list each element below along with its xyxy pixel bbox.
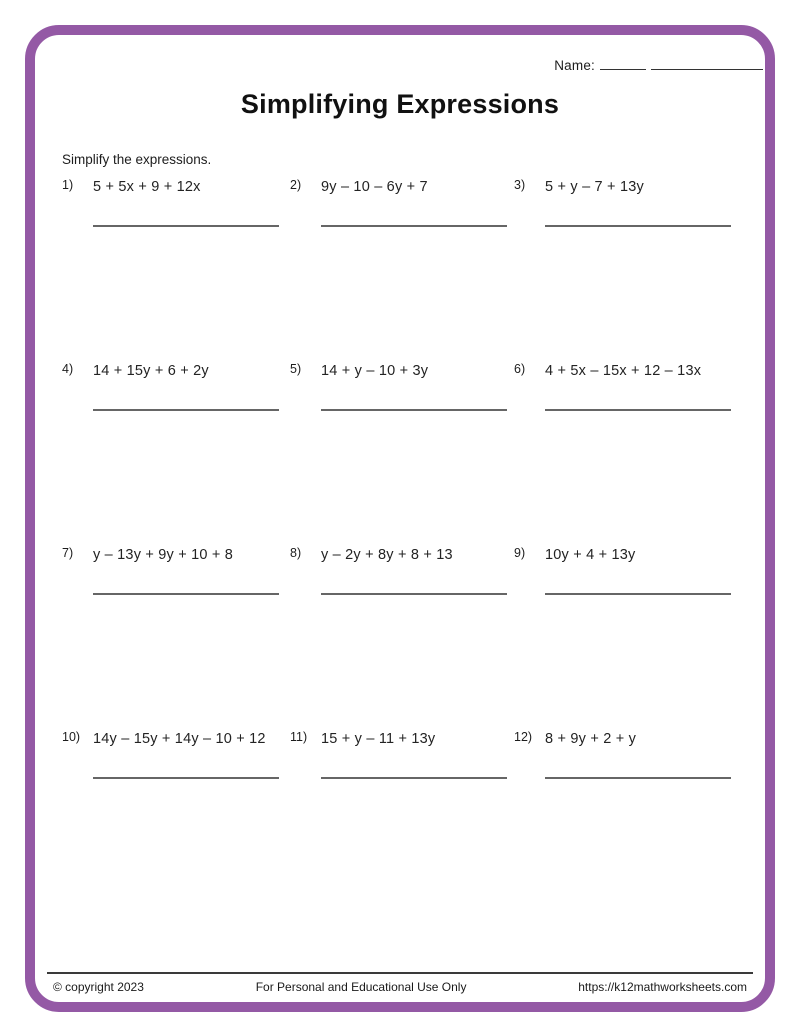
problem-expression: 8 + 9y + 2 + y (545, 731, 637, 747)
answer-line[interactable] (545, 777, 731, 779)
footer-copyright: © copyright 2023 (53, 980, 144, 994)
problem-12 (514, 731, 765, 915)
name-row (35, 57, 765, 73)
problem-number: 5) (290, 362, 302, 376)
name-blank-line[interactable] (651, 57, 763, 70)
answer-line[interactable] (321, 593, 507, 595)
problem-number: 4) (62, 362, 74, 376)
problem-number: 6) (514, 362, 526, 376)
problem-4 (62, 363, 290, 547)
problem-expression: 14 + 15y + 6 + 2y (93, 363, 209, 379)
page-title: Simplifying Expressions (240, 89, 560, 119)
problem-statement (62, 179, 290, 195)
problem-expression: 15 + y – 11 + 13y (321, 731, 436, 747)
problem-1 (62, 179, 290, 363)
problem-number: 10) (62, 730, 81, 744)
problem-number: 7) (62, 546, 74, 560)
problem-statement (290, 363, 514, 379)
problem-3 (514, 179, 765, 363)
answer-line[interactable] (93, 409, 279, 411)
problem-9 (514, 547, 765, 731)
problem-statement (62, 547, 290, 563)
problem-statement (514, 179, 765, 195)
instruction-text: Simplify the expressions. (62, 152, 212, 167)
problem-statement (514, 731, 765, 747)
answer-line[interactable] (545, 409, 731, 411)
answer-line[interactable] (321, 409, 507, 411)
problem-8 (290, 547, 514, 731)
problem-number: 3) (514, 178, 526, 192)
problem-number: 8) (290, 546, 302, 560)
problem-number: 11) (290, 730, 308, 744)
problem-11 (290, 731, 514, 915)
problem-statement (514, 547, 765, 563)
problem-number: 1) (62, 178, 74, 192)
problem-2 (290, 179, 514, 363)
problem-number: 2) (290, 178, 302, 192)
problem-expression: y – 13y + 9y + 10 + 8 (93, 547, 234, 563)
problem-expression: 14 + y – 10 + 3y (321, 363, 429, 379)
name-blank-line[interactable] (600, 57, 646, 70)
worksheet-content (35, 35, 765, 1002)
problem-expression: 14y – 15y + 14y – 10 + 12 (93, 731, 266, 747)
footer-site-link[interactable]: https://k12mathworksheets.com (578, 980, 747, 994)
problem-expression: 5 + 5x + 9 + 12x (93, 179, 201, 195)
problem-expression: 10y + 4 + 13y (545, 547, 636, 563)
problem-7 (62, 547, 290, 731)
problem-expression: 4 + 5x – 15x + 12 – 13x (545, 363, 702, 379)
problem-number: 9) (514, 546, 526, 560)
problem-10 (62, 731, 290, 915)
problem-statement (290, 731, 514, 747)
problem-6 (514, 363, 765, 547)
footer-row (47, 974, 753, 994)
problem-expression: 9y – 10 – 6y + 7 (321, 179, 428, 195)
answer-line[interactable] (93, 225, 279, 227)
problem-statement (514, 363, 765, 379)
answer-line[interactable] (545, 593, 731, 595)
answer-line[interactable] (93, 777, 279, 779)
problem-expression: 5 + y – 7 + 13y (545, 179, 644, 195)
problem-statement (62, 363, 290, 379)
problems-grid (35, 179, 765, 915)
problem-5 (290, 363, 514, 547)
name-label: Name: (554, 58, 595, 73)
problem-statement (62, 731, 290, 747)
problem-expression: y – 2y + 8y + 8 + 13 (321, 547, 453, 563)
footer-usage-note: For Personal and Educational Use Only (255, 980, 467, 994)
problem-number: 12) (514, 730, 533, 744)
answer-line[interactable] (321, 225, 507, 227)
problem-statement (290, 179, 514, 195)
problem-statement (290, 547, 514, 563)
answer-line[interactable] (321, 777, 507, 779)
answer-line[interactable] (545, 225, 731, 227)
footer (47, 972, 753, 994)
answer-line[interactable] (93, 593, 279, 595)
